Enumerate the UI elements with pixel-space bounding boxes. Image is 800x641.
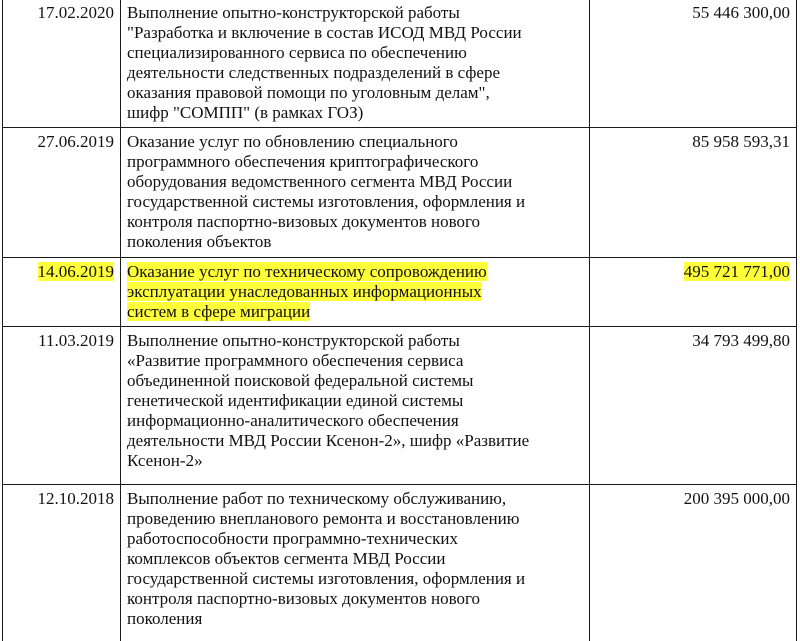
highlighted-text: эксплуатации унаследованных информационных bbox=[127, 282, 482, 301]
table-row bbox=[3, 128, 797, 258]
contract-description bbox=[121, 128, 590, 258]
description-line: государственной системы изготовления, оформления и bbox=[127, 569, 526, 588]
contract-amount bbox=[590, 0, 797, 128]
contract-amount-text: 34 793 499,80 bbox=[692, 331, 790, 350]
contract-amount bbox=[590, 485, 797, 641]
contract-amount-text: 55 446 300,00 bbox=[692, 3, 790, 22]
contracts-table bbox=[2, 0, 797, 641]
contract-amount-text: 85 958 593,31 bbox=[692, 132, 790, 151]
table-row-highlighted bbox=[3, 258, 797, 327]
contract-date bbox=[3, 258, 121, 327]
highlighted-text: Оказание услуг по техническому сопровождению bbox=[127, 262, 487, 281]
description-line: контроля паспортно-визовых документов нового bbox=[127, 212, 481, 231]
contract-date bbox=[3, 128, 121, 258]
contract-date-text: 27.06.2019 bbox=[37, 132, 114, 151]
description-line: контроля паспортно-визовых документов нового bbox=[127, 589, 481, 608]
description-line: деятельности МВД России Ксенон-2», шифр «Развитие bbox=[127, 431, 530, 450]
table-row bbox=[3, 485, 797, 641]
contract-date bbox=[3, 485, 121, 641]
description-line: генетической идентификации единой системы bbox=[127, 391, 464, 410]
description-line: поколения bbox=[127, 609, 203, 628]
description-line: «Развитие программного обеспечения сервиса bbox=[127, 351, 464, 370]
contract-description bbox=[121, 258, 590, 327]
description-line bbox=[127, 282, 583, 302]
description-line: работоспособности программно-технических bbox=[127, 529, 458, 548]
description-line: программного обеспечения криптографического bbox=[127, 152, 479, 171]
description-line bbox=[127, 262, 583, 282]
description-line: шифр "СОМПП" (в рамках ГОЗ) bbox=[127, 103, 364, 122]
contract-amount bbox=[590, 327, 797, 485]
description-line: Выполнение опытно-конструкторской работы bbox=[127, 331, 460, 350]
table-row bbox=[3, 327, 797, 485]
contract-date bbox=[3, 327, 121, 485]
highlighted-date-text: 14.06.2019 bbox=[37, 262, 114, 281]
highlighted-amount-text: 495 721 771,00 bbox=[683, 262, 790, 281]
contract-amount bbox=[590, 258, 797, 327]
description-line: оказания правовой помощи по уголовным делам", bbox=[127, 83, 490, 102]
contract-amount bbox=[590, 128, 797, 258]
description-line: объединенной поисковой федеральной системы bbox=[127, 371, 474, 390]
description-line: оборудования ведомственного сегмента МВД России bbox=[127, 172, 513, 191]
description-line bbox=[127, 302, 583, 322]
highlighted-text: систем в сфере миграции bbox=[127, 302, 311, 321]
description-line: государственной системы изготовления, оформления и bbox=[127, 192, 526, 211]
description-line: деятельности следственных подразделений в сфере bbox=[127, 63, 500, 82]
description-line: Выполнение работ по техническому обслуживанию, bbox=[127, 489, 507, 508]
contract-description bbox=[121, 0, 590, 128]
description-line: "Разработка и включение в состав ИСОД МВД России bbox=[127, 23, 522, 42]
description-line: Ксенон-2» bbox=[127, 451, 203, 470]
description-line: Выполнение опытно-конструкторской работы bbox=[127, 3, 460, 22]
description-line: информационно-аналитического обеспечения bbox=[127, 411, 459, 430]
contract-date-text: 17.02.2020 bbox=[37, 3, 114, 22]
description-line: комплексов объектов сегмента МВД России bbox=[127, 549, 446, 568]
table-row bbox=[3, 0, 797, 128]
contract-date-text: 11.03.2019 bbox=[38, 331, 114, 350]
description-line: специализированного сервиса по обеспечению bbox=[127, 43, 467, 62]
description-line: поколения объектов bbox=[127, 232, 272, 251]
contract-amount-text: 200 395 000,00 bbox=[683, 489, 790, 508]
contract-date-text: 12.10.2018 bbox=[37, 489, 114, 508]
contract-description bbox=[121, 327, 590, 485]
contract-date bbox=[3, 0, 121, 128]
description-line: Оказание услуг по обновлению специального bbox=[127, 132, 458, 151]
contract-description bbox=[121, 485, 590, 641]
description-line: проведению внепланового ремонта и восстановлению bbox=[127, 509, 520, 528]
